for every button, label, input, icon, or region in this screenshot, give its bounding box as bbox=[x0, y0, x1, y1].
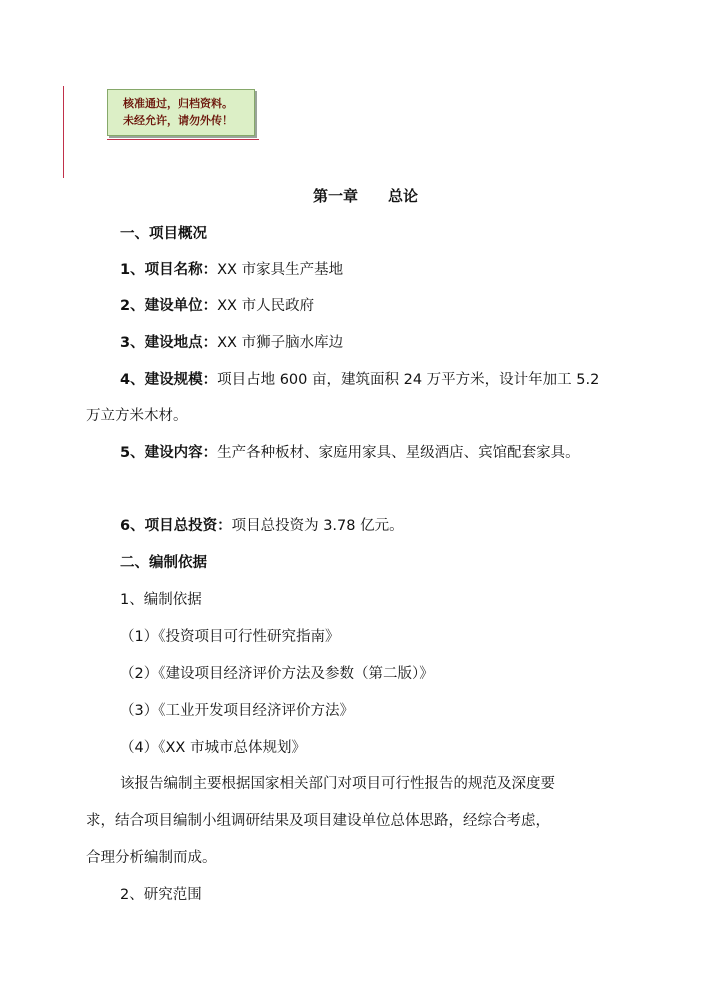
reference-item: （2）《建设项目经济评价方法及参数（第二版）》 bbox=[120, 666, 434, 682]
item-label: 5、建设内容： bbox=[120, 445, 218, 461]
subsection-basis: 1、编制依据 bbox=[120, 592, 202, 608]
section-heading-1: 一、项目概况 bbox=[120, 226, 207, 242]
item-label: 6、项目总投资： bbox=[120, 518, 232, 534]
reference-item: （4）《XX 市城市总体规划》 bbox=[120, 740, 306, 756]
chapter-name: 总论 bbox=[388, 187, 419, 205]
stamp-underline bbox=[107, 139, 259, 140]
construction-scale-line bbox=[120, 370, 599, 390]
item-label: 1、项目名称： bbox=[120, 262, 218, 278]
chapter-number: 第一章 bbox=[313, 187, 359, 205]
item-value: 项目占地 600 亩，建筑面积 24 万平方米，设计年加工 5.2 bbox=[217, 372, 600, 388]
item-label: 4、建设规模： bbox=[120, 372, 218, 388]
construction-scale-continuation: 万立方米木材。 bbox=[86, 408, 188, 424]
reference-item: （3）《工业开发项目经济评价方法》 bbox=[120, 703, 354, 719]
section-heading-2: 二、编制依据 bbox=[120, 555, 207, 571]
paragraph-line-3: 合理分析编制而成。 bbox=[86, 850, 217, 866]
stamp-line-1: 核准通过，归档资料。 bbox=[123, 97, 233, 110]
item-label: 3、建设地点： bbox=[120, 335, 218, 351]
item-label: 2、建设单位： bbox=[120, 298, 218, 314]
reference-item: （1）《投资项目可行性研究指南》 bbox=[120, 629, 340, 645]
stamp-line-2: 未经允许，请勿外传！ bbox=[123, 114, 233, 127]
construction-unit-line bbox=[120, 296, 314, 316]
approval-stamp bbox=[107, 89, 255, 136]
margin-mark bbox=[63, 86, 64, 178]
item-value: 项目总投资为 3.78 亿元。 bbox=[231, 518, 404, 534]
paragraph-line-1: 该报告编制主要根据国家相关部门对项目可行性报告的规范及深度要 bbox=[120, 776, 555, 792]
item-value: XX 市人民政府 bbox=[217, 298, 315, 314]
chapter-title bbox=[313, 186, 418, 206]
subsection-scope: 2、研究范围 bbox=[120, 887, 202, 903]
item-value: XX 市狮子脑水库边 bbox=[217, 335, 344, 351]
total-investment-line bbox=[120, 516, 404, 536]
paragraph-line-2: 求，结合项目编制小组调研结果及项目建设单位总体思路，经综合考虑， bbox=[86, 813, 550, 829]
item-value: XX 市家具生产基地 bbox=[217, 262, 344, 278]
item-value: 生产各种板材、家庭用家具、星级酒店、宾馆配套家具。 bbox=[217, 445, 580, 461]
construction-content-line bbox=[120, 443, 580, 463]
construction-site-line bbox=[120, 333, 343, 353]
project-name-line bbox=[120, 260, 343, 280]
